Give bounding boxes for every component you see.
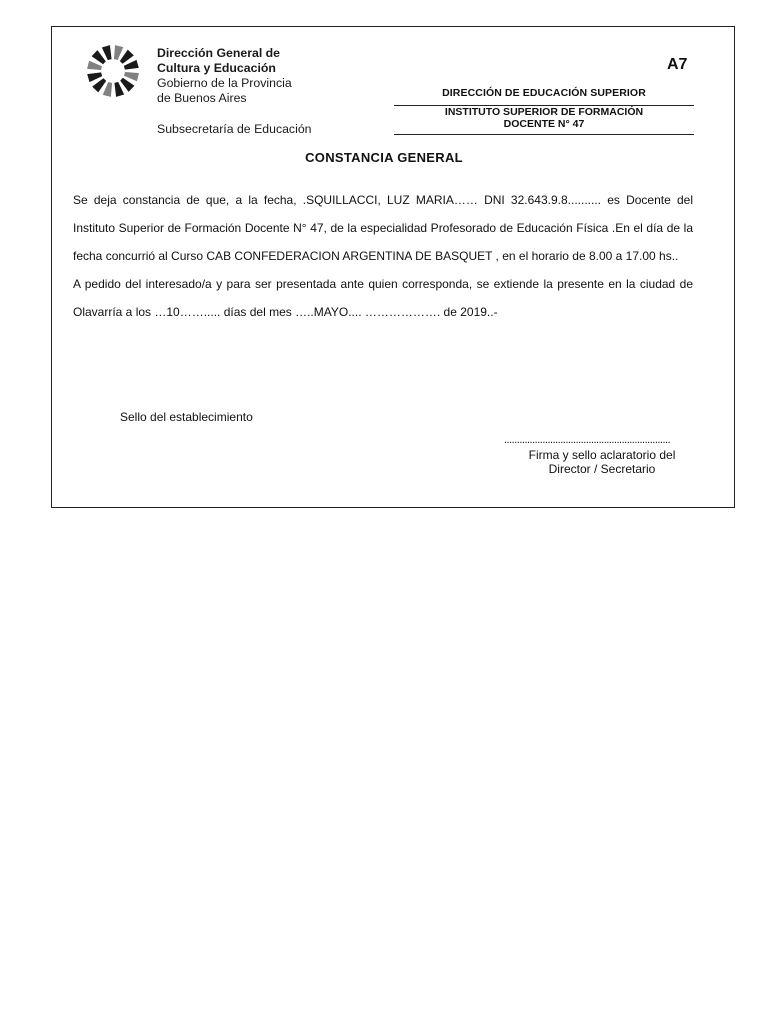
logo-ray: [103, 82, 112, 97]
logo-ray: [92, 78, 106, 92]
subsecretaria-label: Subsecretaría de Educación: [157, 122, 312, 136]
logo-ray: [120, 78, 134, 92]
signature-label: [492, 448, 712, 476]
form-code: A7: [667, 56, 688, 73]
logo-ray: [92, 50, 106, 64]
document-body: [73, 186, 693, 326]
document-title: CONSTANCIA GENERAL: [305, 150, 463, 165]
body-paragraph-2: A pedido del interesado/a y para ser presentada ante quien corresponda, se extiende la presente en la ciudad de Olavarría a los …10……..... días del mes …..MAYO.... ………………. de 2019..-: [73, 277, 693, 319]
header-divider-bottom: [394, 134, 694, 135]
logo-ray: [87, 72, 102, 82]
signature-label-line-1: Firma y sello aclaratorio del: [528, 448, 676, 462]
org-line-4: de Buenos Aires: [157, 91, 247, 105]
instituto-line-2: DOCENTE N° 47: [503, 118, 585, 130]
direccion-title: DIRECCIÓN DE EDUCACIÓN SUPERIOR: [442, 87, 646, 99]
body-paragraph-1: Se deja constancia de que, a la fecha, .SQUILLACCI, LUZ MARIA…… DNI 32.643.9.8.......... es Docente del Instituto Superior de Formación Docente N° 47, de la especialidad Profesorado de Educación Física .En el día de la fecha concurrió al Curso CAB CONFEDERACION ARGENTINA DE BASQUET , en el horario de 8.00 a 17.00 hs..: [73, 193, 693, 263]
signature-label-line-2: Director / Secretario: [548, 462, 656, 476]
logo-ray: [114, 82, 124, 97]
logo-ray: [124, 60, 139, 70]
org-line-3: Gobierno de la Provincia: [157, 76, 292, 90]
logo-ray: [120, 50, 134, 64]
org-line-2: Cultura y Educación: [157, 61, 276, 75]
instituto-line-1: INSTITUTO SUPERIOR DE FORMACIÓN: [444, 106, 644, 118]
logo-ray: [87, 61, 102, 70]
signature-line: .................................................................: [504, 434, 671, 446]
logo-ray: [102, 45, 112, 60]
logo-ray: [124, 72, 139, 81]
org-line-1: Dirección General de: [157, 46, 281, 60]
seal-label: Sello del establecimiento: [120, 410, 253, 424]
logo-ray: [114, 45, 123, 60]
instituto-title: [394, 106, 694, 130]
organization-name: [157, 46, 292, 106]
document-frame: [51, 26, 735, 508]
dgcye-logo-icon: [86, 43, 140, 99]
